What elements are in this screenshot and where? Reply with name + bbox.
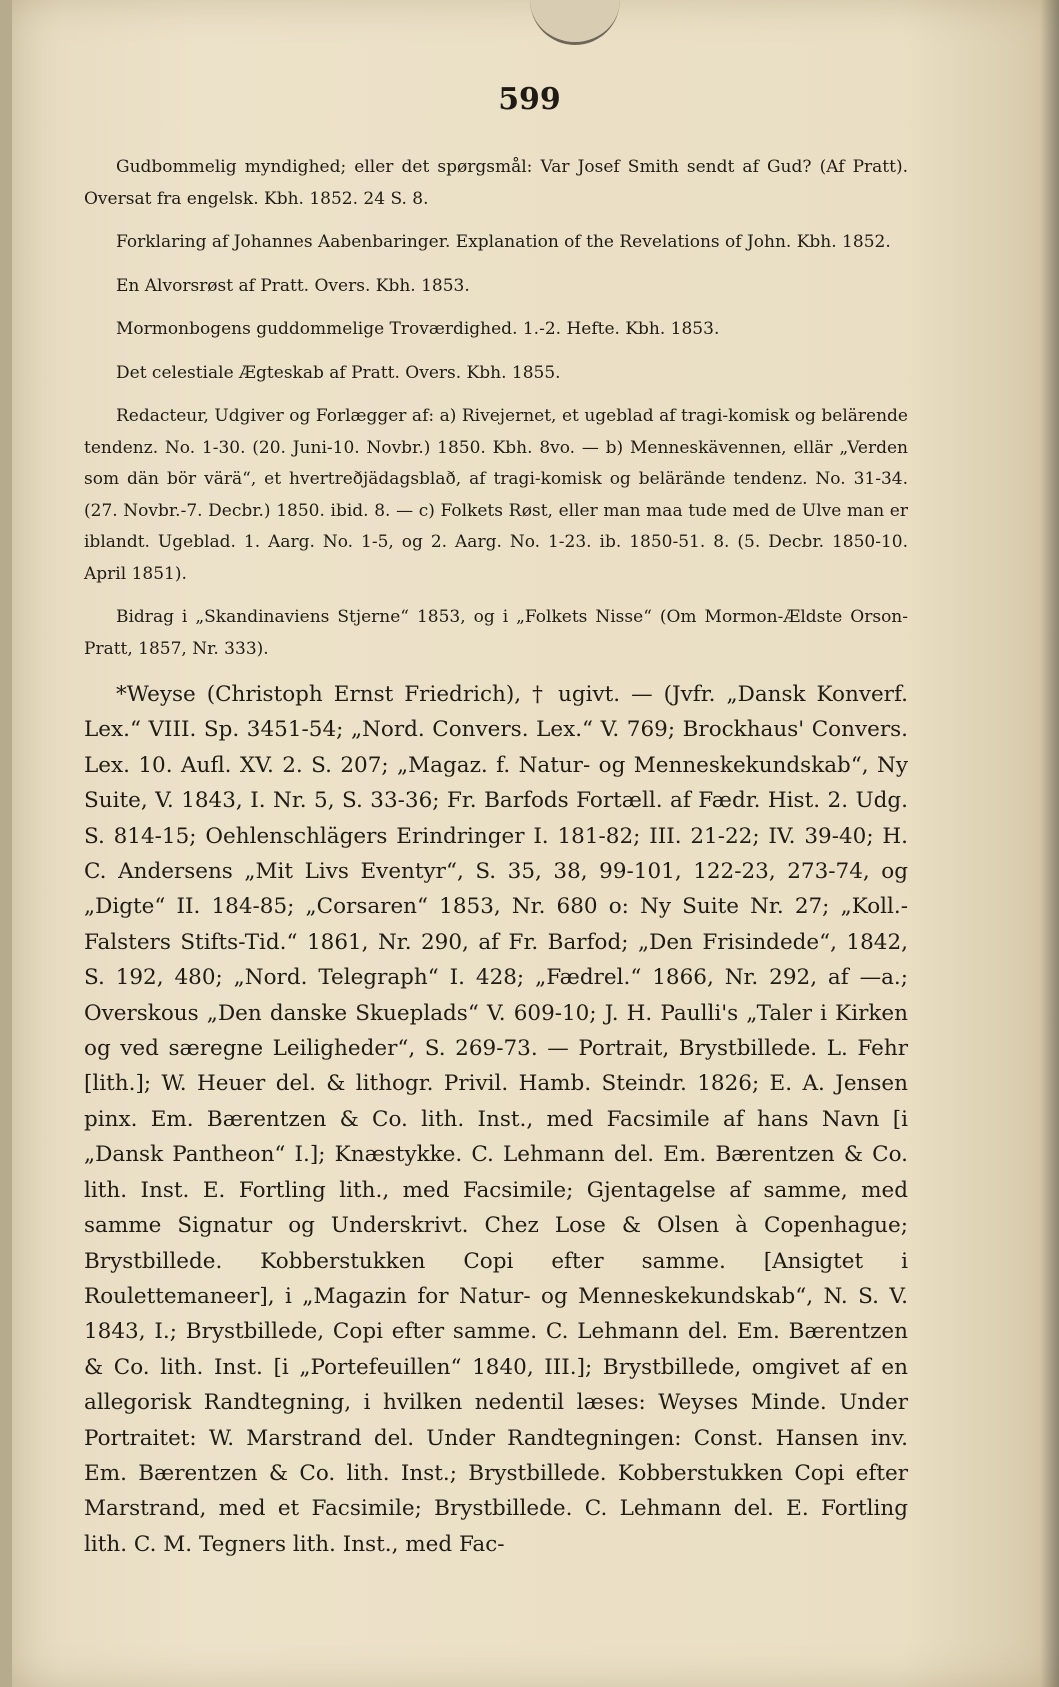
paper-clip-mark: [530, 0, 620, 45]
body-text: [84, 152, 908, 1562]
paragraph-weyse-entry: *Weyse (Christoph Ernst Friedrich), † ugivt. — (Jvfr. „Dansk Konverf. Lex.“ VIII. Sp. 3451-54; „Nord. Convers. Lex.“ V. 769; Brockhaus' Convers. Lex. 10. Aufl. XV. 2. S. 207; „Magaz. f. Natur- og Menneskekundskab“, Ny Suite, V. 1843, I. Nr. 5, S. 33-36; Fr. Barfods Fortæll. af Fædr. Hist. 2. Udg. S. 814-15; Oehlenschlägers Erindringer I. 181-82; III. 21-22; IV. 39-40; H. C. Andersens „Mit Livs Eventyr“, S. 35, 38, 99-101, 122-23, 273-74, og „Digte“ II. 184-85; „Corsaren“ 1853, Nr. 680 o: Ny Suite Nr. 27; „Koll.-Falsters Stifts-Tid.“ 1861, Nr. 290, af Fr. Barfod; „Den Frisindede“, 1842, S. 192, 480; „Nord. Telegraph“ I. 428; „Fædrel.“ 1866, Nr. 292, af —a.; Overskous „Den danske Skueplads“ V. 609-10; J. H. Paulli's „Taler i Kirken og ved særegne Leiligheder“, S. 269-73. — Portrait, Brystbillede. L. Fehr [lith.]; W. Heuer del. & lithogr. Privil. Hamb. Steindr. 1826; E. A. Jensen pinx. Em. Bærentzen & Co. lith. Inst., med Facsimile af hans Navn [i „Dansk Pantheon“ I.]; Knæstykke. C. Lehmann del. Em. Bærentzen & Co. lith. Inst. E. Fortling lith., med Facsimile; Gjentagelse af samme, med samme Signatur og Underskrivt. Chez Lose & Olsen à Copenhague; Brystbillede. Kobberstukken Copi efter samme. [Ansigtet i Roulettemaneer], i „Magazin for Natur- og Menneskekundskab“, N. S. V. 1843, I.; Brystbillede, Copi efter samme. C. Lehmann del. Em. Bærentzen & Co. lith. Inst. [i „Portefeuillen“ 1840, III.]; Brystbillede, omgivet af en allegorisk Randtegning, i hvilken nedentil læses: Weyses Minde. Under Portraitet: W. Marstrand del. Under Randtegningen: Const. Hansen inv. Em. Bærentzen & Co. lith. Inst.; Brystbillede. Kobberstukken Copi efter Marstrand, med et Facsimile; Brystbillede. C. Lehmann del. E. Fortling lith. C. M. Tegners lith. Inst., med Fac-: [84, 682, 908, 1557]
paragraph-7: Bidrag i „Skandinaviens Stjerne“ 1853, og i „Folkets Nisse“ (Om Mormon-Ældste Orson-Pratt, 1857, Nr. 333).: [84, 607, 908, 659]
paragraph-1: Gudbommelig myndighed; eller det spørgsmål: Var Josef Smith sendt af Gud? (Af Pratt). Oversat fra engelsk. Kbh. 1852. 24 S. 8.: [84, 157, 908, 209]
paragraph-3: En Alvorsrøst af Pratt. Overs. Kbh. 1853.: [116, 275, 470, 296]
page-spine-edge: [0, 0, 12, 1687]
page-number: 599: [498, 82, 561, 117]
paragraph-5: Det celestiale Ægteskab af Pratt. Overs. Kbh. 1855.: [116, 362, 561, 383]
paragraph-2: Forklaring af Johannes Aabenbaringer. Explanation of the Revelations of John. Kbh. 1852.: [116, 232, 891, 252]
paragraph-4: Mormonbogens guddommelige Troværdighed. 1.-2. Hefte. Kbh. 1853.: [116, 319, 720, 339]
paragraph-6: Redacteur, Udgiver og Forlægger af: a) Rivejernet, et ugeblad af tragi-komisk og belärende tendenz. No. 1-30. (20. Juni-10. Novbr.) 1850. Kbh. 8vo. — b) Menneskävennen, ellär „Verden som dän bör värä“, et hvertreðjädagsblað, af tragi-komisk og belärände tendenz. No. 31-34. (27. Novbr.-7. Decbr.) 1850. ibid. 8. — c) Folkets Røst, eller man maa tude med de Ulve man er iblandt. Ugeblad. 1. Aarg. No. 1-5, og 2. Aarg. No. 1-23. ib. 1850-51. 8. (5. Decbr. 1850-10. April 1851).: [84, 406, 908, 584]
